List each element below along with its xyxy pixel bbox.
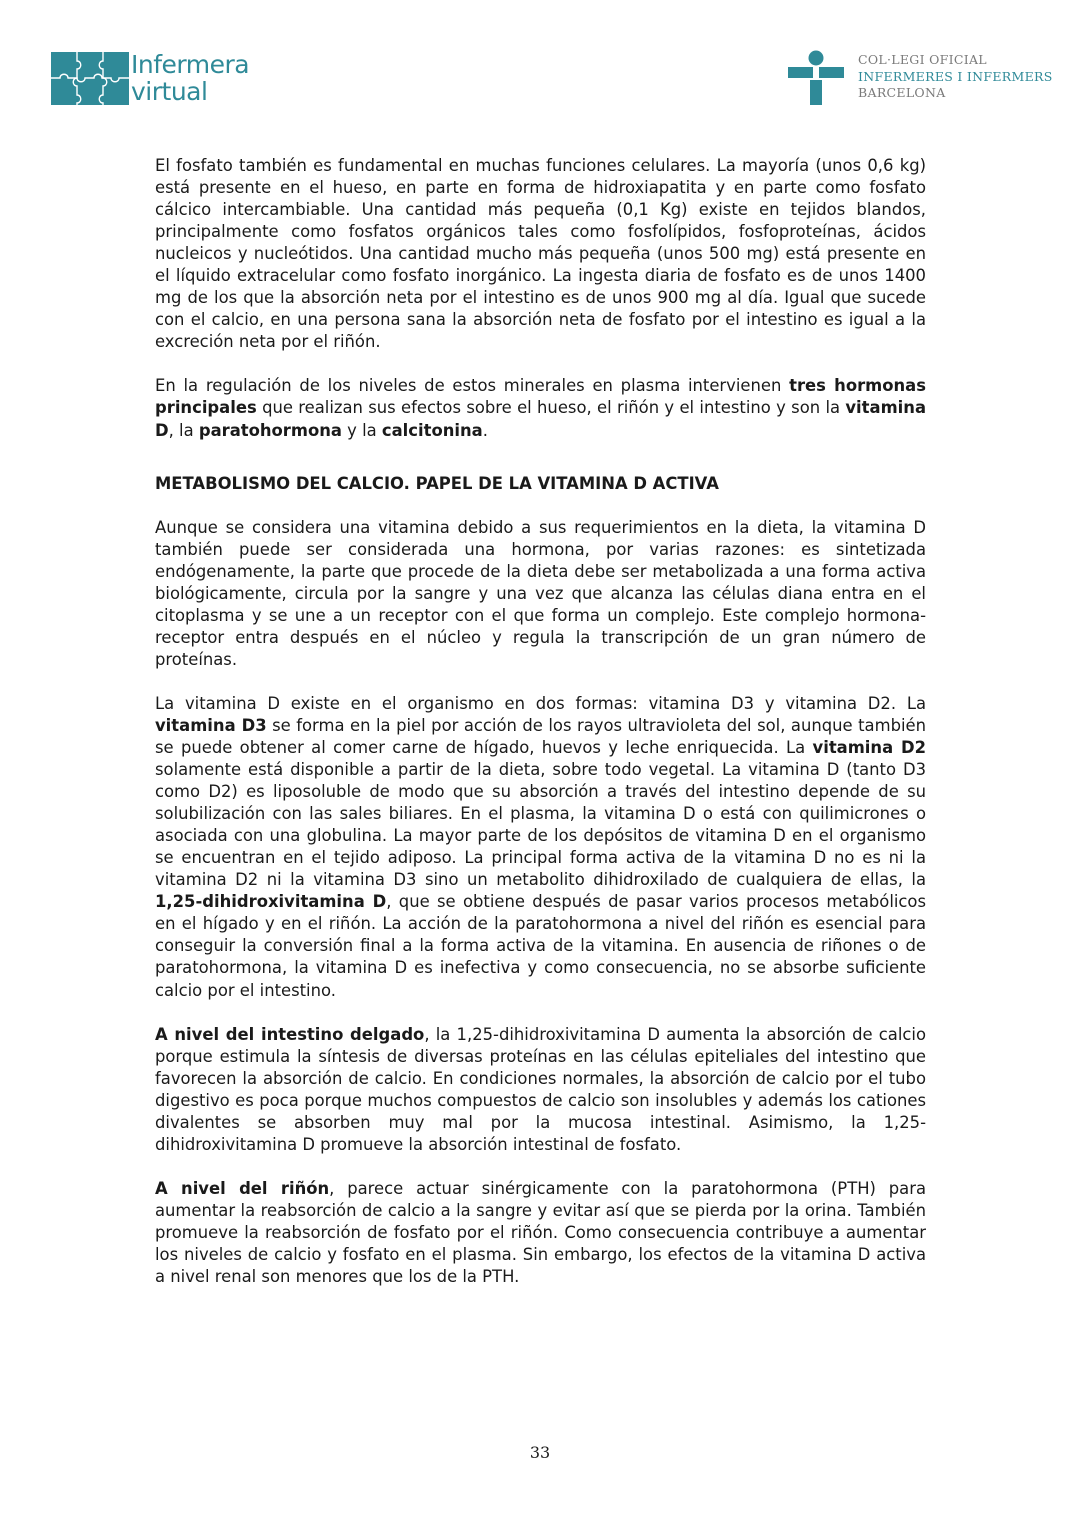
document-body	[155, 155, 926, 1310]
bold-run: paratohormona	[198, 420, 342, 440]
paragraph-intestino	[155, 1024, 926, 1156]
infermera-virtual-logo	[51, 52, 249, 105]
coib-line-1: COL·LEGI OFICIAL	[858, 52, 987, 67]
cross-icon	[788, 50, 844, 105]
bold-run: A nivel del riñón	[155, 1178, 330, 1198]
coib-logo	[788, 50, 1053, 105]
bold-run: A nivel del intestino delgado	[155, 1024, 425, 1044]
text-run: se forma en la piel por acción de los rayos ultravioleta del sol, aunque también se puede obtener al comer carne de hígado, huevos y leche enriquecida. La	[155, 715, 926, 757]
bold-run: vitamina D	[155, 398, 926, 440]
text-run: , la	[168, 420, 199, 440]
logo-line-2: virtual	[131, 77, 208, 106]
coib-line-2: INFERMERES I INFERMERS	[858, 68, 1053, 84]
bold-run: calcitonina	[381, 420, 483, 440]
paragraph-vitamina-hormona: Aunque se considera una vitamina debido a sus requerimientos en la dieta, la vitamina D también puede ser considerada una hormona, por varias razones: es sintetizada endógenamente, la parte que procede de la dieta debe ser metabolizada a una forma activa biológicamente, circula por la sangre y una vez que alcanza las células diana entra en el citoplasma y se une a un receptor con el que forma un complejo. Este complejo hormona-receptor entra después en el núcleo y regula la transcripción de un gran número de proteínas.	[155, 517, 926, 669]
puzzle-icon	[51, 52, 129, 105]
text-run: , que se obtiene después de pasar varios procesos metabólicos en el hígado y en el riñón. La acción de la paratohormona a nivel del riñón es esencial para conseguir la conversión final a la forma activa de la vitamina. En ausencia de riñones o de paratohormona, la vitamina D es inefectiva y como consecuencia, no se absorbe suficiente calcio por el intestino.	[155, 892, 927, 1000]
coib-text	[858, 52, 1053, 102]
bold-run: vitamina D2	[812, 737, 927, 757]
coib-line-3: BARCELONA	[858, 85, 946, 100]
text-run: En la regulación de los niveles de estos minerales en plasma intervienen	[155, 376, 790, 396]
paragraph-rinon	[155, 1178, 926, 1288]
paragraph-fosfato: El fosfato también es fundamental en muchas funciones celulares. La mayoría (unos 0,6 kg) está presente en el hueso, en parte en forma de hidroxiapatita y en parte como fosfato cálcico intercambiable. Una cantidad más pequeña (0,1 Kg) existe en tejidos blandos, principalmente como fosfatos orgánicos tales como fosfolípidos, fosfoproteínas, ácidos nucleicos y nucleótidos. Una cantidad mucho más pequeña (unos 500 mg) está presente en el líquido extracelular como fosfato inorgánico. La ingesta diaria de fosfato es de unos 1400 mg de los que la absorción neta por el intestino es de unos 900 mg al día. Igual que sucede con el calcio, en una persona sana la absorción neta de fosfato por el intestino es igual a la excreción neta por el riñón.	[155, 156, 926, 352]
bold-run: tres hormonas principales	[155, 376, 926, 418]
text-run: .	[482, 420, 488, 440]
page-number: 33	[529, 1443, 551, 1462]
page-header	[0, 0, 1080, 120]
text-run: , parece actuar sinérgicamente con la paratohormona (PTH) para aumentar la reabsorción de calcio a la sangre y evitar así que se pierda por la orina. También promueve la reabsorción de fosfato por el riñón. Como consecuencia contribuye a aumentar los niveles de calcio y fosfato en el plasma. Sin embargo, los efectos de la vitamina D activa a nivel renal son menores que los de la PTH.	[155, 1178, 926, 1287]
logo-line-1: Infermera	[131, 50, 250, 79]
bold-run: vitamina D3	[155, 715, 267, 735]
bold-run: 1,25-dihidroxivitamina D	[155, 892, 387, 912]
paragraph-regulacion	[155, 375, 926, 441]
text-run: solamente está disponible a partir de la dieta, sobre todo vegetal. La vitamina D (tanto D3 como D2) es liposoluble de modo que su absorción a través del intestino depende de su solubilización con las sales biliares. En el plasma, la vitamina D o está con quilimicrones o asociada con una globulina. La mayor parte de los depósitos de vitamina D en el organismo se encuentran en el tejido adiposo. La principal forma activa de la vitamina D no es ni la vitamina D2 ni la vitamina D3 sino un metabolito dihidroxilado de cualquiera de ellas, la	[155, 760, 926, 890]
logo-text	[131, 51, 249, 105]
text-run: La vitamina D existe en el organismo en dos formas: vitamina D3 y vitamina D2. La	[155, 693, 926, 713]
text-run: , la 1,25-dihidroxivitamina D aumenta la absorción de calcio porque estimula la síntesis de diversas proteínas en las células epiteliales del intestino que favorecen la absorción de calcio. En condiciones normales, la absorción de calcio por el tubo digestivo es poca porque muchos compuestos de calcio son insolubles y además los cationes divalentes se absorben muy mal por la mucosa intestinal. Asimismo, la 1,25-dihidroxivitamina D promueve la absorción intestinal de fosfato.	[155, 1024, 926, 1154]
text-run: y la	[341, 420, 382, 440]
paragraph-formas-vitamina	[155, 693, 926, 1002]
text-run: que realizan sus efectos sobre el hueso, el riñón y el intestino y son la	[256, 398, 846, 418]
section-heading: METABOLISMO DEL CALCIO. PAPEL DE LA VITAMINA D ACTIVA	[155, 473, 719, 493]
